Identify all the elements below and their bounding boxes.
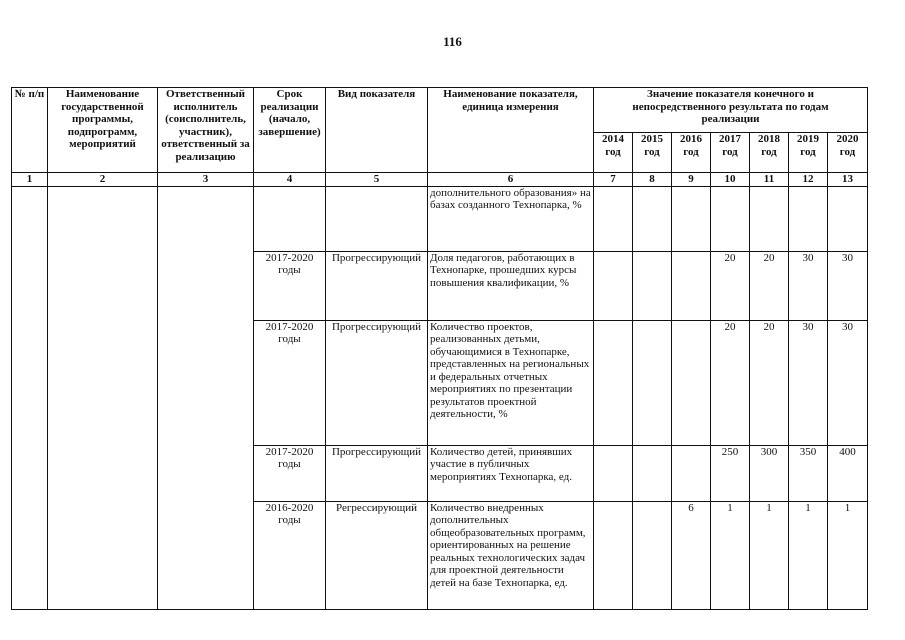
cell-value <box>594 251 633 320</box>
column-number: 4 <box>254 173 326 187</box>
column-number: 1 <box>12 173 48 187</box>
cell-value <box>594 186 633 251</box>
cell-value <box>633 501 672 609</box>
cell-value <box>594 445 633 501</box>
cell-period: 2016-2020 годы <box>254 501 326 609</box>
cell-value <box>594 501 633 609</box>
cell-value: 250 <box>711 445 750 501</box>
cell-period: 2017-2020 годы <box>254 320 326 445</box>
indicators-table <box>11 87 868 610</box>
cell-program <box>48 186 158 609</box>
cell-indicator-name: Количество внедренных дополнительных общеобразовательных программ, ориентированных на решение реальных технологических задач для проектной деятельности детей на базе Технопарка, ед. <box>428 501 594 609</box>
cell-value: 20 <box>750 251 789 320</box>
column-number: 2 <box>48 173 158 187</box>
cell-period: 2017-2020 годы <box>254 445 326 501</box>
cell-value: 350 <box>789 445 828 501</box>
column-number: 5 <box>326 173 428 187</box>
column-number: 9 <box>672 173 711 187</box>
header-indicator-name: Наименование показателя, единица измерения <box>428 88 594 173</box>
cell-num <box>12 186 48 609</box>
cell-value <box>633 251 672 320</box>
cell-value: 1 <box>750 501 789 609</box>
cell-value: 20 <box>711 320 750 445</box>
column-number: 3 <box>158 173 254 187</box>
cell-value <box>789 186 828 251</box>
cell-value: 300 <box>750 445 789 501</box>
header-values: Значение показателя конечного и непосредственного результата по годам реализации <box>594 88 868 133</box>
cell-responsible <box>158 186 254 609</box>
header-year-2019: 2019 год <box>789 133 828 173</box>
cell-value: 1 <box>711 501 750 609</box>
column-number: 12 <box>789 173 828 187</box>
cell-indicator-type: Прогрессирующий <box>326 320 428 445</box>
cell-value: 20 <box>711 251 750 320</box>
header-year-2017: 2017 год <box>711 133 750 173</box>
column-number: 11 <box>750 173 789 187</box>
cell-value <box>633 445 672 501</box>
cell-value <box>672 320 711 445</box>
cell-value <box>633 186 672 251</box>
column-number: 7 <box>594 173 633 187</box>
column-number: 10 <box>711 173 750 187</box>
header-period: Срок реализации (начало, завершение) <box>254 88 326 173</box>
header-year-2015: 2015 год <box>633 133 672 173</box>
header-indicator-type: Вид показателя <box>326 88 428 173</box>
cell-value <box>672 186 711 251</box>
cell-indicator-type: Прогрессирующий <box>326 445 428 501</box>
header-year-2018: 2018 год <box>750 133 789 173</box>
cell-period <box>254 186 326 251</box>
cell-indicator-type <box>326 186 428 251</box>
header-responsible: Ответственный исполнитель (соисполнитель, участник), ответственный за реализацию <box>158 88 254 173</box>
column-number: 13 <box>828 173 868 187</box>
header-num: № п/п <box>12 88 48 173</box>
page-number: 116 <box>443 34 462 49</box>
cell-value: 30 <box>828 320 868 445</box>
cell-value <box>672 251 711 320</box>
cell-indicator-type: Регрессирующий <box>326 501 428 609</box>
cell-indicator-name: Количество детей, принявших участие в публичных мероприятиях Технопарка, ед. <box>428 445 594 501</box>
cell-indicator-name: Доля педагогов, работающих в Технопарке, прошедших курсы повышения квалификации, % <box>428 251 594 320</box>
cell-period: 2017-2020 годы <box>254 251 326 320</box>
cell-value <box>633 320 672 445</box>
cell-value <box>672 445 711 501</box>
header-program: Наименование государственной программы, подпрограмм, мероприятий <box>48 88 158 173</box>
cell-value: 1 <box>789 501 828 609</box>
column-number: 8 <box>633 173 672 187</box>
table-row <box>12 186 868 251</box>
cell-value: 400 <box>828 445 868 501</box>
cell-value <box>750 186 789 251</box>
cell-indicator-type: Прогрессирующий <box>326 251 428 320</box>
column-number: 6 <box>428 173 594 187</box>
cell-value: 20 <box>750 320 789 445</box>
cell-value: 30 <box>789 320 828 445</box>
header-year-2016: 2016 год <box>672 133 711 173</box>
cell-value <box>828 186 868 251</box>
cell-value <box>711 186 750 251</box>
header-year-2020: 2020 год <box>828 133 868 173</box>
cell-value: 1 <box>828 501 868 609</box>
cell-indicator-name: Количество проектов, реализованных детьми, обучающимися в Технопарке, представленных на региональных и федеральных отчетных мероприятиях по презентации результатов проектной деятельности, % <box>428 320 594 445</box>
cell-value: 6 <box>672 501 711 609</box>
cell-indicator-name: дополнительного образования» на базах созданного Технопарка, % <box>428 186 594 251</box>
cell-value: 30 <box>789 251 828 320</box>
cell-value <box>594 320 633 445</box>
cell-value: 30 <box>828 251 868 320</box>
header-year-2014: 2014 год <box>594 133 633 173</box>
